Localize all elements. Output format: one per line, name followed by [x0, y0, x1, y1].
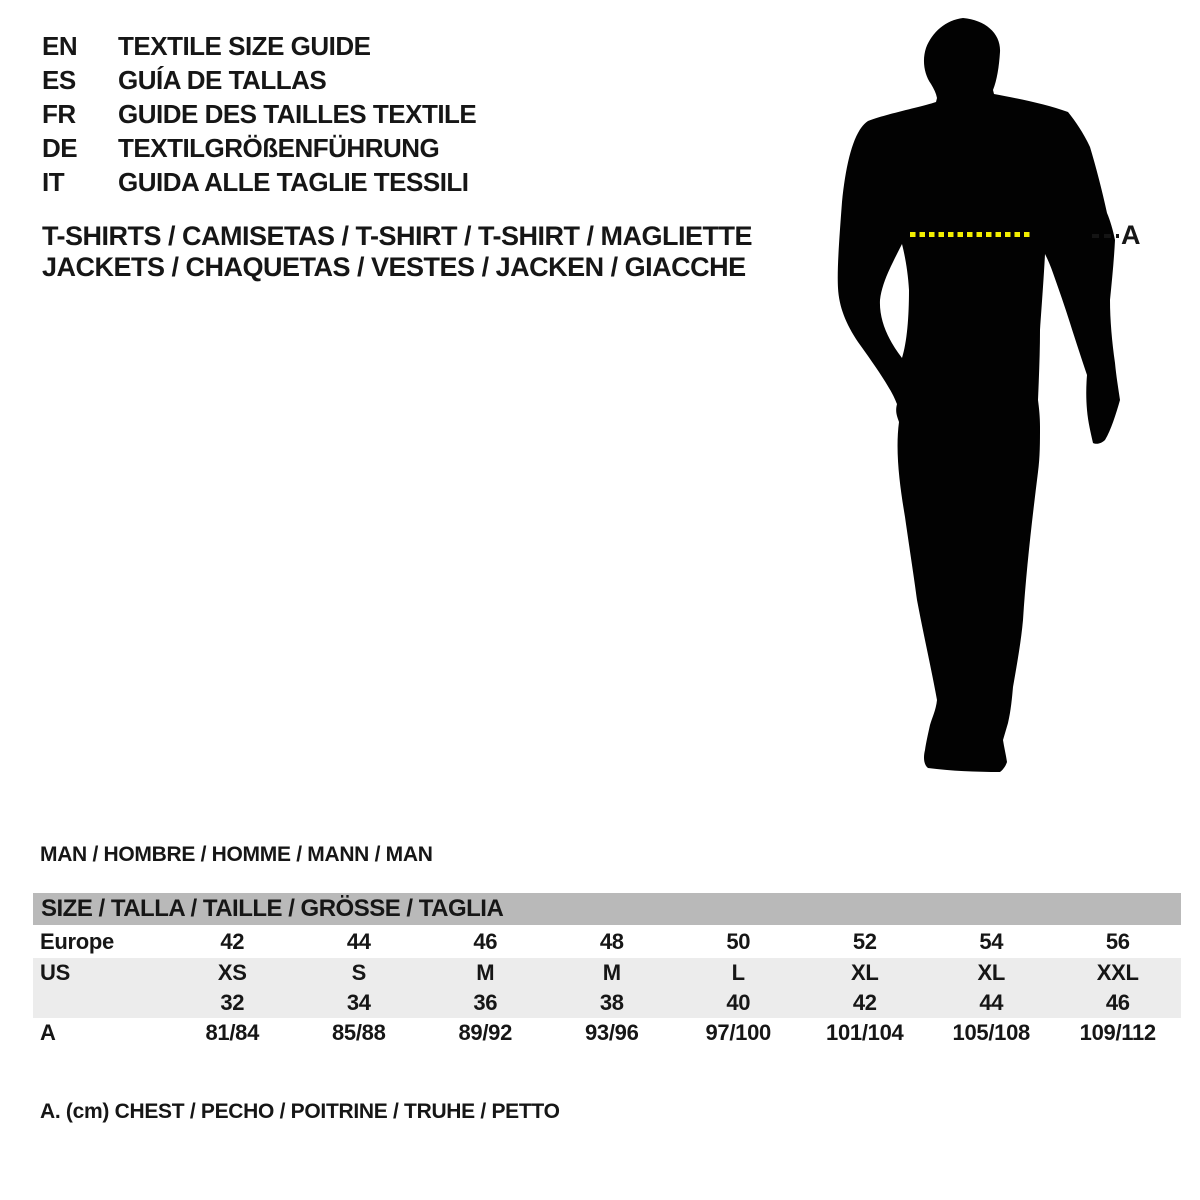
- language-row-it: [42, 165, 476, 199]
- guide-title: GUIDA ALLE TAGLIE TESSILI: [118, 166, 469, 197]
- size-cell: 52: [852, 928, 877, 954]
- size-cell: 85/88: [331, 1020, 386, 1045]
- size-cell: 46: [1105, 990, 1130, 1015]
- size-cell: XL: [850, 960, 879, 985]
- size-cell: 42: [852, 990, 877, 1015]
- size-cell: 97/100: [705, 1020, 771, 1045]
- language-row-es: [42, 63, 476, 97]
- measure-label-a: A: [1121, 220, 1141, 250]
- language-row-fr: [42, 97, 476, 131]
- size-cell: 42: [220, 928, 245, 954]
- size-cell: 38: [599, 990, 624, 1015]
- category-jackets: JACKETS / CHAQUETAS / VESTES / JACKEN / GIACCHE: [42, 252, 746, 282]
- man-silhouette-image: [836, 12, 1122, 774]
- language-code: EN: [42, 30, 78, 61]
- size-table-header: SIZE / TALLA / TAILLE / GRÖSSE / TAGLIA: [33, 893, 1181, 925]
- size-cell: 36: [473, 990, 498, 1015]
- size-cell: 44: [979, 990, 1004, 1015]
- table-row-us: [33, 958, 1181, 988]
- table-row-europe: [33, 925, 1181, 958]
- language-row-de: [42, 131, 476, 165]
- size-cell: 46: [473, 928, 498, 954]
- chest-measure-line: [910, 232, 1033, 237]
- size-cell: 50: [726, 928, 751, 954]
- size-cell: XS: [217, 960, 247, 985]
- size-cell: 48: [599, 928, 624, 954]
- table-row-chest: [33, 1018, 1181, 1048]
- size-cell: 40: [726, 990, 751, 1015]
- size-cell: 54: [979, 928, 1004, 954]
- language-code: FR: [42, 98, 76, 129]
- guide-title: TEXTILGRÖßENFÜHRUNG: [118, 132, 440, 163]
- table-row-numeric: [33, 988, 1181, 1018]
- row-label: US: [40, 960, 70, 985]
- size-cell: 44: [346, 928, 371, 954]
- category-block: [42, 221, 752, 283]
- size-cell: S: [351, 960, 366, 985]
- size-cell: 34: [346, 990, 371, 1015]
- size-cell: 89/92: [458, 1020, 513, 1045]
- size-cell: 81/84: [205, 1020, 260, 1045]
- row-label: Europe: [40, 928, 114, 954]
- measure-callout-line: [1092, 234, 1119, 238]
- row-label: A: [40, 1020, 56, 1045]
- size-cell: 56: [1105, 928, 1130, 954]
- size-cell: XL: [977, 960, 1005, 985]
- guide-title: GUIDE DES TAILLES TEXTILE: [118, 98, 477, 129]
- size-cell: L: [731, 960, 745, 985]
- size-cell: 109/112: [1079, 1020, 1156, 1045]
- gender-title: MAN / HOMBRE / HOMME / MANN / MAN: [40, 843, 433, 866]
- man-silhouette-path: [838, 18, 1120, 772]
- size-cell: 101/104: [826, 1020, 904, 1045]
- language-code: ES: [42, 64, 76, 95]
- language-code: DE: [42, 132, 78, 163]
- measurement-legend: A. (cm) CHEST / PECHO / POITRINE / TRUHE / PETTO: [40, 1100, 560, 1123]
- size-cell: XXL: [1096, 960, 1139, 985]
- language-row-en: [42, 29, 476, 63]
- size-cell: 105/108: [952, 1020, 1030, 1045]
- size-table: [33, 893, 1181, 1048]
- size-cell: M: [476, 960, 495, 985]
- size-cell: M: [602, 960, 621, 985]
- size-cell: 93/96: [584, 1020, 639, 1045]
- guide-title: TEXTILE SIZE GUIDE: [118, 30, 371, 61]
- category-tshirts: T-SHIRTS / CAMISETAS / T-SHIRT / T-SHIRT / MAGLIETTE: [42, 221, 753, 251]
- guide-title: GUÍA DE TALLAS: [118, 64, 327, 95]
- size-cell: 32: [220, 990, 245, 1015]
- language-code: IT: [42, 166, 65, 197]
- language-title-block: [42, 29, 476, 199]
